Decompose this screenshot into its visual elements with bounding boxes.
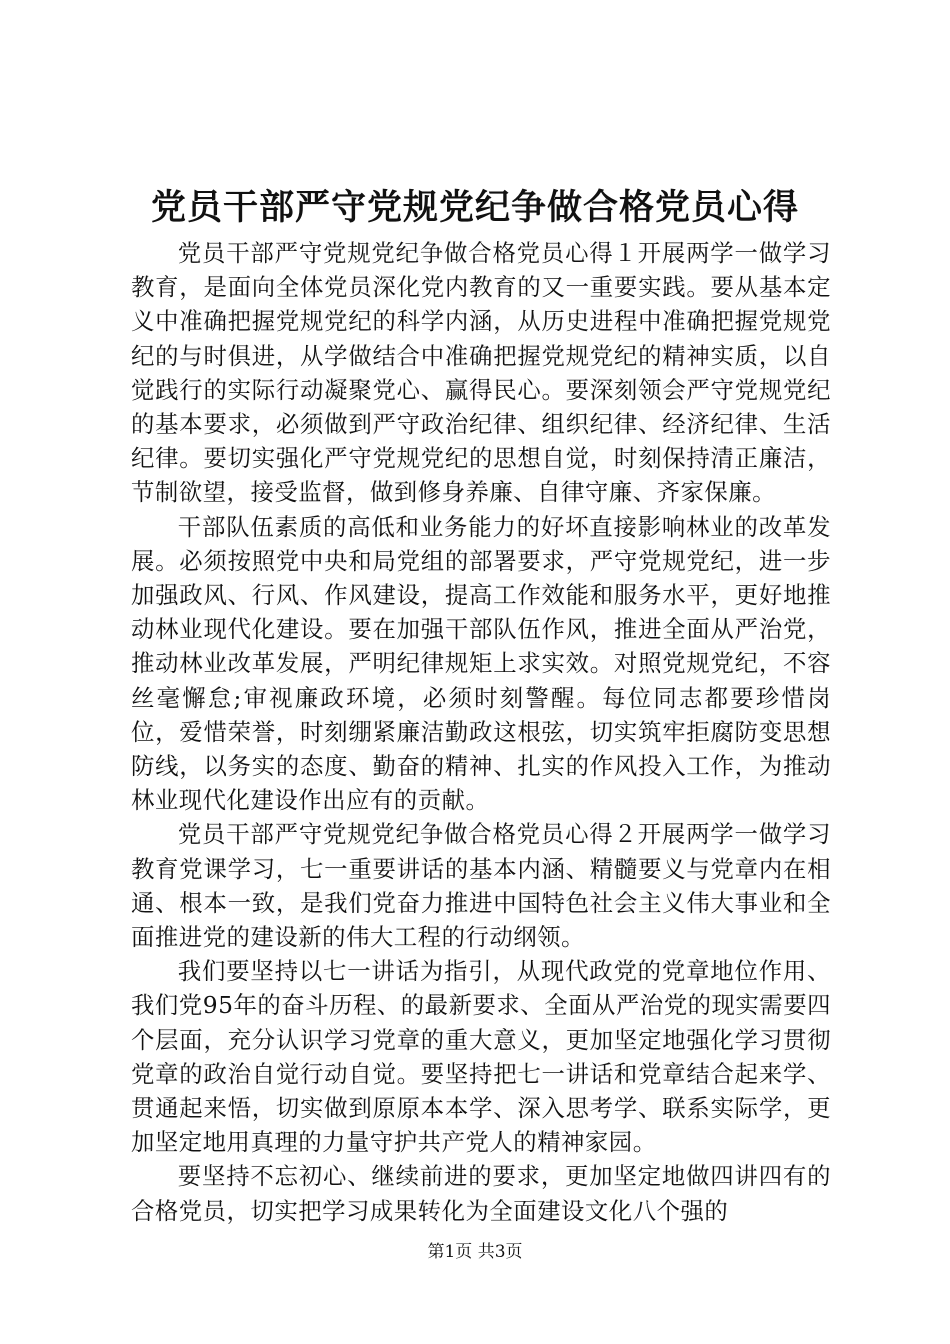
paragraph: 要坚持不忘初心、继续前进的要求，更加坚定地做四讲四有的合格党员，切实把学习成果转化为全面建设文化八个强的 xyxy=(131,1162,831,1225)
document-body xyxy=(131,236,831,1228)
paragraph: 党员干部严守党规党纪争做合格党员心得２开展两学一做学习教育党课学习，七一重要讲话的基本内涵、精髓要义与党章内在相通、根本一致，是我们党奋力推进中国特色社会主义伟大事业和全面推进党的建设新的伟大工程的行动纲领。 xyxy=(131,820,831,952)
document-title: 党员干部严守党规党纪争做合格党员心得 xyxy=(150,187,799,228)
paragraph: 我们要坚持以七一讲话为指引，从现代政党的党章地位作用、我们党95年的奋斗历程、的最新要求、全面从严治党的现实需要四个层面，充分认识学习党章的重大意义，更加坚定地强化学习贯彻党章的政治自觉行动自觉。要坚持把七一讲话和党章结合起来学、贯通起来悟，切实做到原原本本学、深入思考学、联系实际学，更加坚定地用真理的力量守护共产党人的精神家园。 xyxy=(131,957,831,1157)
paragraph: 干部队伍素质的高低和业务能力的好坏直接影响林业的改革发展。必须按照党中央和局党组的部署要求，严守党规党纪，进一步加强政风、行风、作风建设，提高工作效能和服务水平，更好地推动林业现代化建设。要在加强干部队伍作风，推进全面从严治党，推动林业改革发展，严明纪律规矩上求实效。对照党规党纪，不容丝毫懈怠;审视廉政环境，必须时刻警醒。每位同志都要珍惜岗位，爱惜荣誉，时刻绷紧廉洁勤政这根弦，切实筑牢拒腐防变思想防线，以务实的态度、勤奋的精神、扎实的作风投入工作，为推动林业现代化建设作出应有的贡献。 xyxy=(131,512,831,815)
page-footer: 第1页 共3页 xyxy=(427,1242,523,1262)
paragraph: 党员干部严守党规党纪争做合格党员心得１开展两学一做学习教育，是面向全体党员深化党内教育的又一重要实践。要从基本定义中准确把握党规党纪的科学内涵，从历史进程中准确把握党规党纪的与时俱进，从学做结合中准确把握党规党纪的精神实质，以自觉践行的实际行动凝聚党心、赢得民心。要深刻领会严守党规党纪的基本要求，必须做到严守政治纪律、组织纪律、经济纪律、生活纪律。要切实强化严守党规党纪的思想自觉，时刻保持清正廉洁，节制欲望，接受监督，做到修身养廉、自律守廉、齐家保廉。 xyxy=(131,239,831,507)
